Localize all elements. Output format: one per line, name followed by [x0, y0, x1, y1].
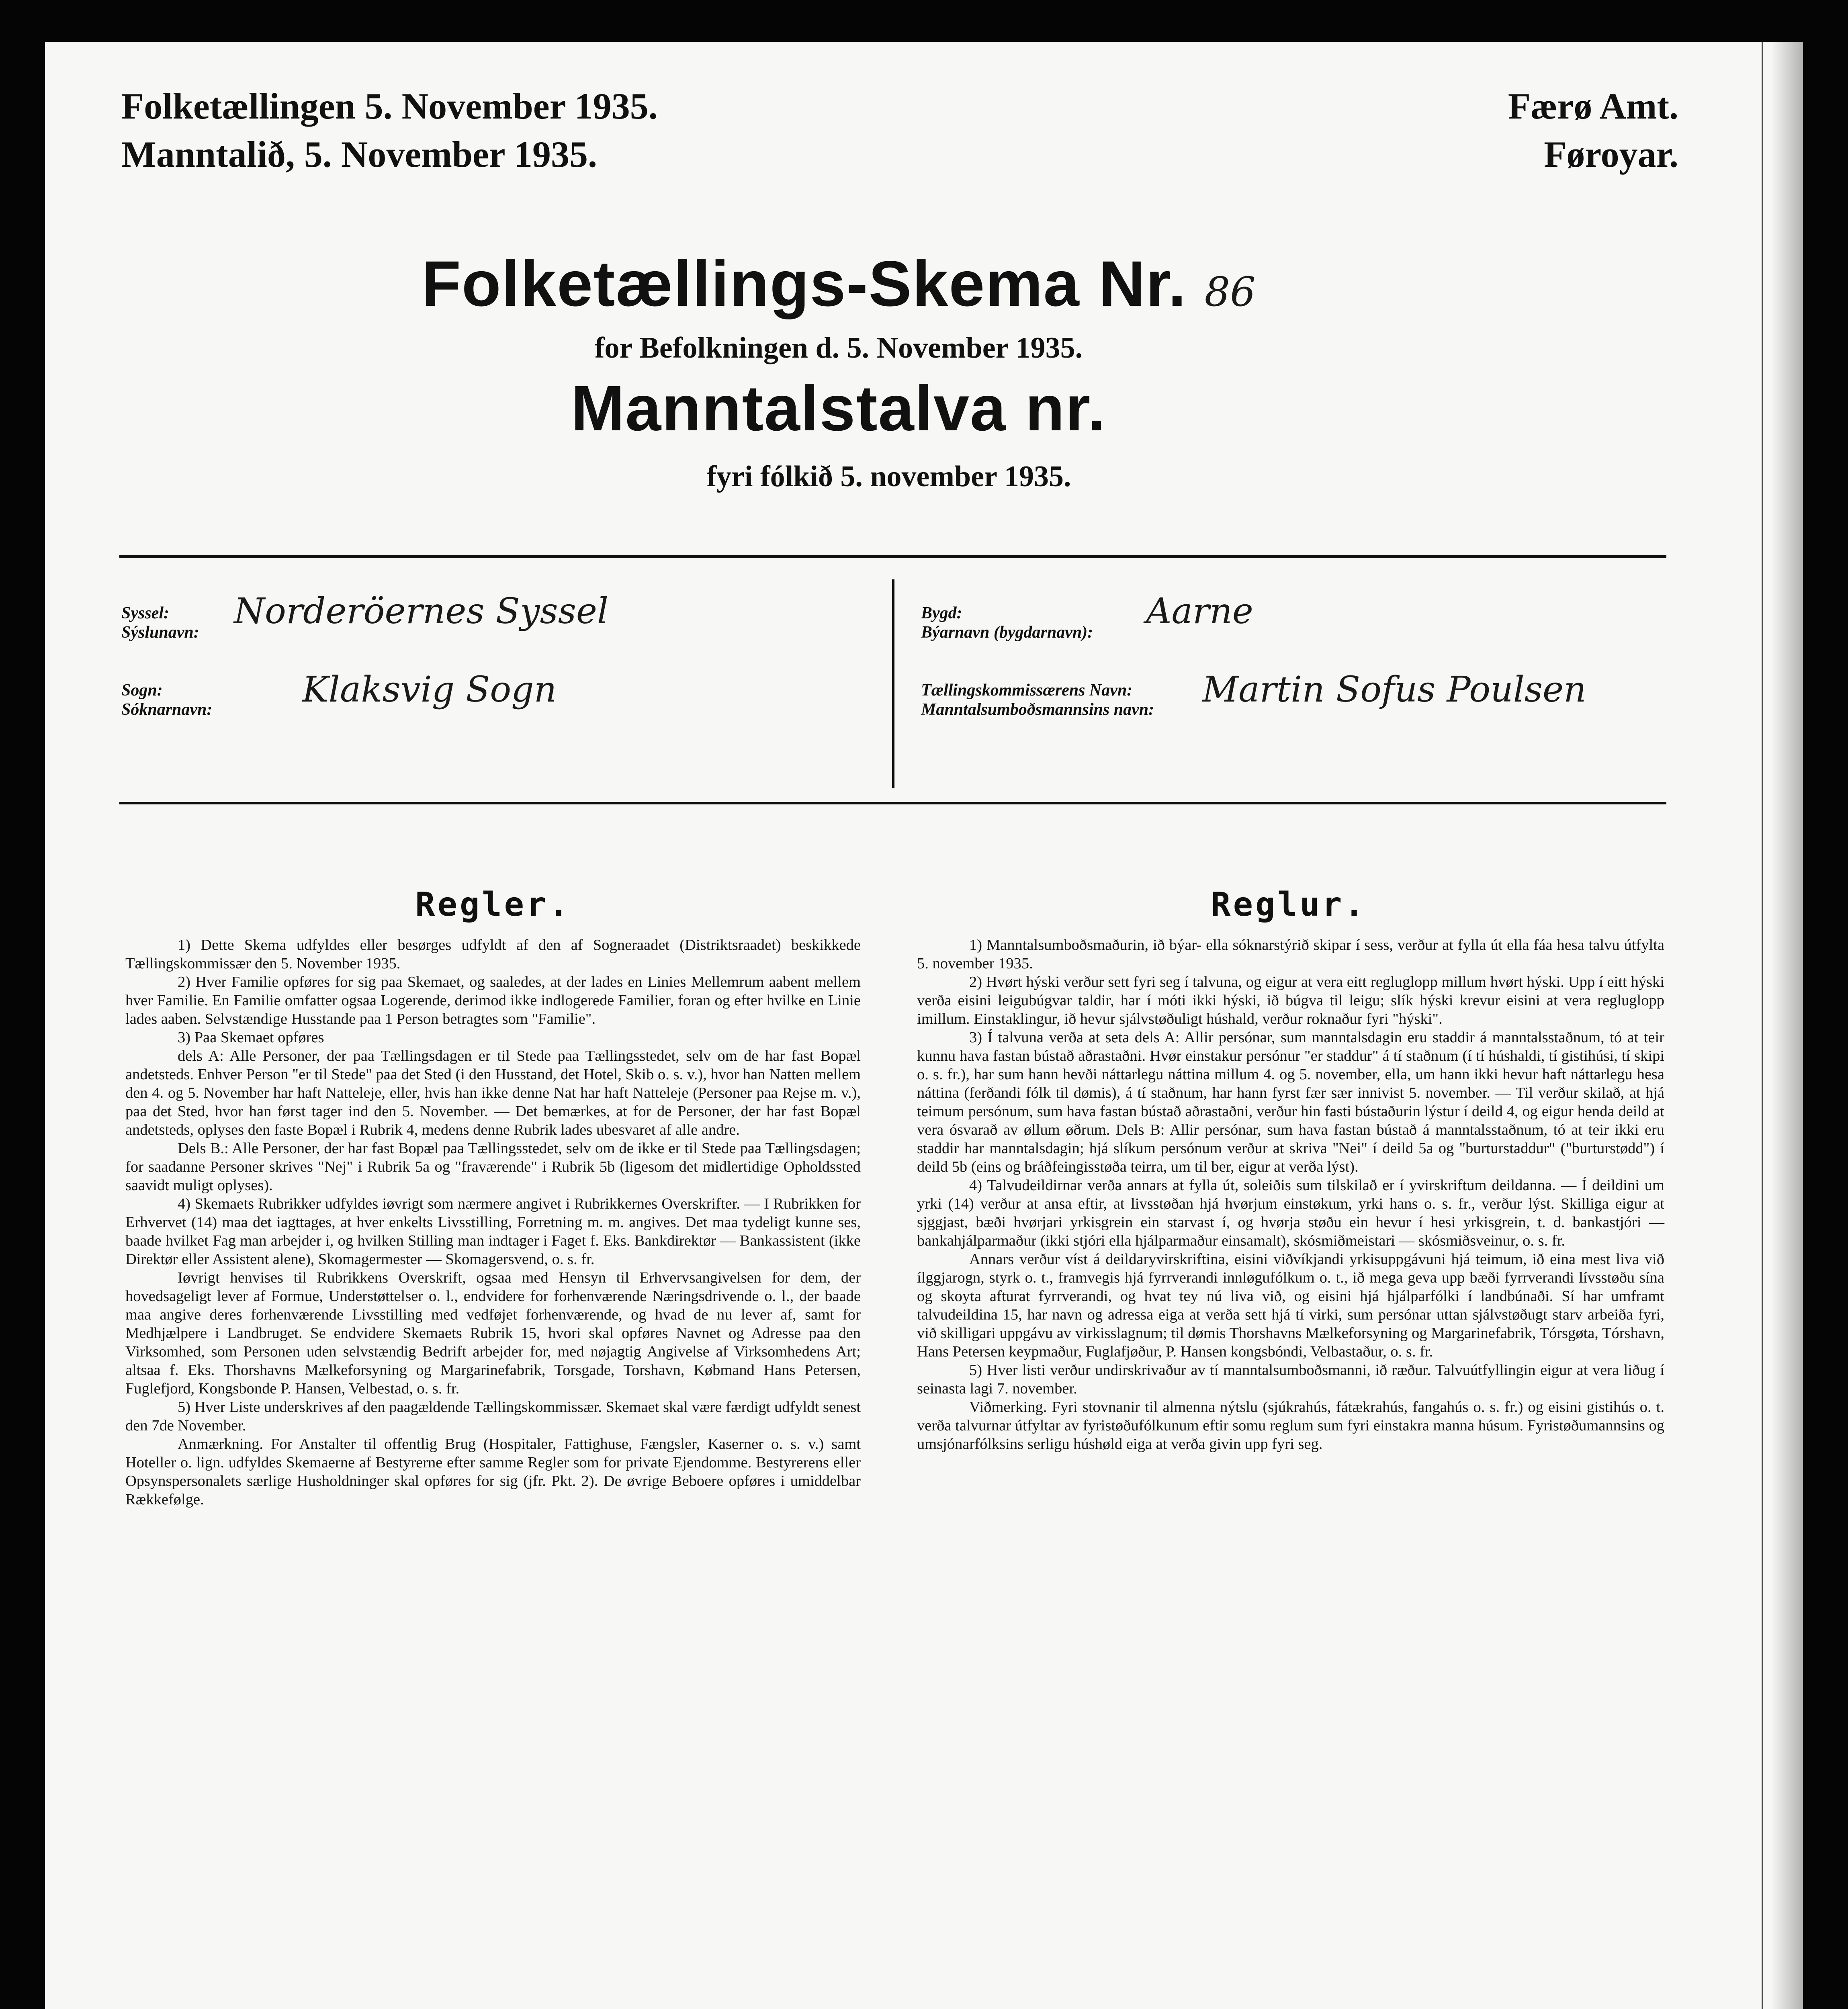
- reglur-paragraph: 5) Hver listi verður undirskrivaður av tí manntalsumboðsmanni, ið ræður. Talvuútfyllingin eigur at vera liðug í seinasta lagi 7. november.: [917, 1362, 1664, 1397]
- regler-paragraph: Anmærkning. For Anstalter til offentlig Brug (Hospitaler, Fattighuse, Fængsler, Kaserner o. s. v.) samt Hoteller o. lign. udfyldes Skemaerne af Bestyrerne efter samme Regler som for private Ejendomme. Bestyrerens eller Opsynspersonalets særlige Husholdninger skal opføres for sig (jfr. Pkt. 2). De øvrige Beboere opføres i umiddelbar Rækkefølge.: [125, 1436, 861, 1508]
- reglur-paragraph: 3) Í talvuna verða at seta dels A: Allir persónar, sum manntalsdagin eru staddir á manntalsstaðnum, tó at teir kunnu hava fastan bústað aðrastaðni. Hvør einstakur persónur "er staddur" á tí staðnum (í tí húshaldi, tí gistihúsi, tí skipi o. s. fr.), har sum hann hevði náttarlegu náttina millum 4. og 5. november, ella, um hann ikki hevur haft náttarlegu hesa náttina (ferðandi fólk til dømis), á tí staðnum, har hann fyrst fær sær innivist 5. november. — Til verður skilað, at hjá teimum persónum, sum hava fastan bústað aðrastaðni, verður hin fasti bústaðurin lýstur í deild 4, og eigur henda deild at vera ósvarað av øllum øðrum. Dels B: Allir persónar, sum hava fastan bústað á manntalsstaðnum, tó at teir ikki eru staddir har manntalsdagin; hjá slíkum persónum verður at skriva "Nei" í deild 5a og "burturstaddur" ("burturstødd") í deild 5b (eins og bráðfeingisstøða teirra, um til ber, eigur at verða lýst).: [917, 1029, 1664, 1175]
- regler-paragraph: dels A: Alle Personer, der paa Tællingsdagen er til Stede paa Tællingsstedet, selv om de har fast Bopæl andetsteds. Enhver Person "er til Stede" paa det Sted (i den Husstand, det Hotel, Skib o. s. v.), hvor han Natten mellem den 4. og 5. November har haft Natteleje, eller, hvis han ikke denne Nat har haft Natteleje (Personer paa Rejse m. v.), paa det Sted, hvor han først tager ind den 5. November. — Det bemærkes, at for de Personer, der har fast Bopæl andetsteds, oplyses den faste Bopæl i Rubrik 4, medens denne Rubrik lades ubesvaret af alle andre.: [125, 1047, 861, 1138]
- header-right-line1: Færø Amt.: [1508, 86, 1678, 127]
- census-form-sheet: [45, 42, 1803, 2009]
- kommissaer-value: Martin Sofus Poulsen: [1202, 669, 1586, 710]
- header-left-line2: Manntalið, 5. November 1935.: [121, 134, 598, 175]
- form-number: 86: [1204, 268, 1256, 315]
- regler-paragraph: 3) Paa Skemaet opføres: [178, 1029, 324, 1046]
- page-edge-shadow: [1771, 42, 1803, 2009]
- reglur-paragraph: 4) Talvudeildirnar verða annars at fylla út, soleiðis sum tilskilað er í yvirskriftum deildanna. — Í deildini um yrki (14) verður at ansa eftir, at livsstøðan hjá hvørjum einstøkum, yrki hans o. s. fr., verður lýst. Skilliga eigur at sjggjast, bæði hvørjari yrkisgrein ein starvast í, og hvørja støðu ein hevur í hesi yrkisgrein, t. d. bankastjóri — bankahjálparmaður (ikki stjóri ella hjálparmaður einsamalt), skósmiðmeistari — skósmiðsveinur, o. s. fr.: [917, 1177, 1664, 1249]
- form-title-faroese: Manntalstalva nr.: [571, 372, 1107, 444]
- regler-title: Regler.: [415, 886, 571, 924]
- reglur-paragraph: Viðmerking. Fyri stovnanir til almenna nýtslu (sjúkrahús, fátækrahús, fangahús o. s. fr.) og eisini gistihús o. t. verða talvurnar útfyltar av fyristøðufólkunum eftir somu reglum sum fyri einstakra manna húsum. Fyristøðumannsins og umsjónarfólksins serligu húshøld eiga at verða givin upp fyri seg.: [917, 1399, 1664, 1453]
- header-left-line1: Folketællingen 5. November 1935.: [121, 86, 658, 127]
- regler-column: [125, 936, 861, 1509]
- form-subtitle: for Befolkningen d. 5. November 1935.: [594, 331, 1083, 364]
- regler-paragraph: Dels B.: Alle Personer, der har fast Bopæl paa Tællingsstedet, selv om de ikke er til Stede paa Tællingsdagen; for saadanne Personer skrives "Nej" i Rubrik 5a og "fraværende" i Rubrik 5b (ligesom det midlertidige Opholdssted saavidt muligt oplyses).: [125, 1140, 861, 1194]
- header-left: [121, 82, 658, 178]
- sogn-value: Klaksvig Sogn: [302, 669, 557, 710]
- form-title: Folketællings-Skema Nr.: [422, 248, 1187, 319]
- reglur-paragraph: 2) Hvørt hýski verður sett fyri seg í talvuna, og eigur at vera eitt regluglopp millum hvørt hýski. Upp í eitt hýski verða eisini leigubúgvar taldir, har í móti ikki hýski, ið búgva til leigu; slík hýski krevur eisini at vera regluglopp imillum. Einstaklingur, ið hevur sjálvstøðuligt húshald, verður roknaður fyri "hýski".: [917, 974, 1664, 1027]
- bygd-value: Aarne: [1146, 590, 1253, 632]
- bygd-label: Bygd: Býarnavn (bygdarnavn):: [921, 604, 1093, 642]
- reglur-title: Reglur.: [1211, 886, 1367, 924]
- regler-paragraph: Iøvrigt henvises til Rubrikkens Overskrift, ogsaa med Hensyn til Erhvervsangivelsen for dem, der hovedsageligt lever af Formue, Understøttelser o. l., endvidere for forhenværende Næringsdrivende o. l., der baade maa angive deres forhenværende Livsstilling med vedføjet forhenværende, og hvad de nu lever af, samt for Medhjælpere i Landbruget. Se endvidere Skemaets Rubrik 15, hvori skal opføres Navnet og Adresse paa den Virksomhed, som Personen uden selvstændig Bedrift arbejder for, med nøjagtig Angivelse af Virksomhedens Art; altsaa f. Eks. Thorshavns Mælkeforsyning og Margarinefabrik, Torsgade, Torshavn, Købmand Hans Petersen, Fuglefjord, Kongsbonde P. Hansen, Velbestad, o. s. fr.: [125, 1269, 861, 1397]
- header-right: [1508, 82, 1678, 178]
- syssel-value: Norderöernes Syssel: [234, 590, 609, 632]
- top-rule: [119, 555, 1666, 558]
- reglur-paragraph: 1) Manntalsumboðsmaðurin, ið býar- ella sóknarstýrið skipar í sess, verður at fylla út ella fáa hesa talvu útfylta 5. november 1935.: [917, 937, 1664, 972]
- kommissaer-label: Tællingskommissærens Navn: Manntalsumboðsmannsins navn:: [921, 681, 1154, 719]
- reglur-paragraph: Annars verður víst á deildaryvirskriftina, eisini viðvíkjandi yrkisuppgávuni hjá teimum, ið eina mest liva við ílggjarogn, styrk o. t., framvegis hjá fyrrverandi innløgufólkum o. t., ið mega geva upp bæði fyrrverandi lívsstøðu sína og skoyta afturat fyrrverandi, og hvat tey nú liva við, og eisini hjá hjálparfólki í landbúnaði. Sí har umframt talvudeildina 15, har navn og adressa eiga at verða sett hjá tí virki, sum persónar uttan sjálvstøðugt starv arbeiða fyri, við skilligari uppgávu av virkisslagnum; til dømis Thorshavns Mælkeforsyning og Margarinefabrik, Tórsgøta, Tórshavn, Hans Petersen keypmaður, Fuglafjøður, P. Hansen kongsbóndi, Velbastaður, o. s. fr.: [917, 1251, 1664, 1360]
- reglur-column: [917, 936, 1664, 1453]
- regler-paragraph: 2) Hver Familie opføres for sig paa Skemaet, og saaledes, at der lades en Linies Mellemrum aabent mellem hver Familie. En Familie omfatter ogsaa Logerende, derimod ikke indlogerede Familier, foran og efter hvilke en Linie lades aaben. Selvstændige Husstande paa 1 Person betragtes som "Familie".: [125, 974, 861, 1027]
- regler-paragraph: 5) Hver Liste underskrives af den paagældende Tællingskommissær. Skemaet skal være færdigt udfyldt senest den 7de November.: [125, 1399, 861, 1434]
- bottom-rule: [119, 802, 1666, 804]
- header-right-line2: Føroyar.: [1544, 134, 1678, 175]
- sogn-label: Sogn: Sóknarnavn:: [121, 681, 213, 719]
- form-subtitle-faroese: fyri fólkið 5. november 1935.: [706, 460, 1071, 493]
- regler-paragraph: 1) Dette Skema udfyldes eller besørges udfyldt af den af Sogneraadet (Distriktsraadet) beskikkede Tællingskommissær den 5. November 1935.: [125, 937, 861, 972]
- syssel-label: Syssel: Sýslunavn:: [121, 604, 199, 642]
- field-divider: [892, 579, 894, 788]
- page-fold-line: [1762, 42, 1763, 2009]
- title-block: [45, 247, 1632, 321]
- regler-paragraph: 4) Skemaets Rubrikker udfyldes iøvrigt som nærmere angivet i Rubrikkernes Overskrifter. — I Rubrikken for Erhvervet (14) maa det iagttages, at hver enkelts Livsstilling, Forretning m. m. angives. Det maa tydeligt kunne ses, baade hvilket Fag man arbejder i, og hvilken Stilling man indtager i Faget f. Eks. Bankdirektør — Bankassistent (ikke Direktør eller Assistent alene), Skomagermester — Skomagersvend, o. s. fr.: [125, 1195, 861, 1268]
